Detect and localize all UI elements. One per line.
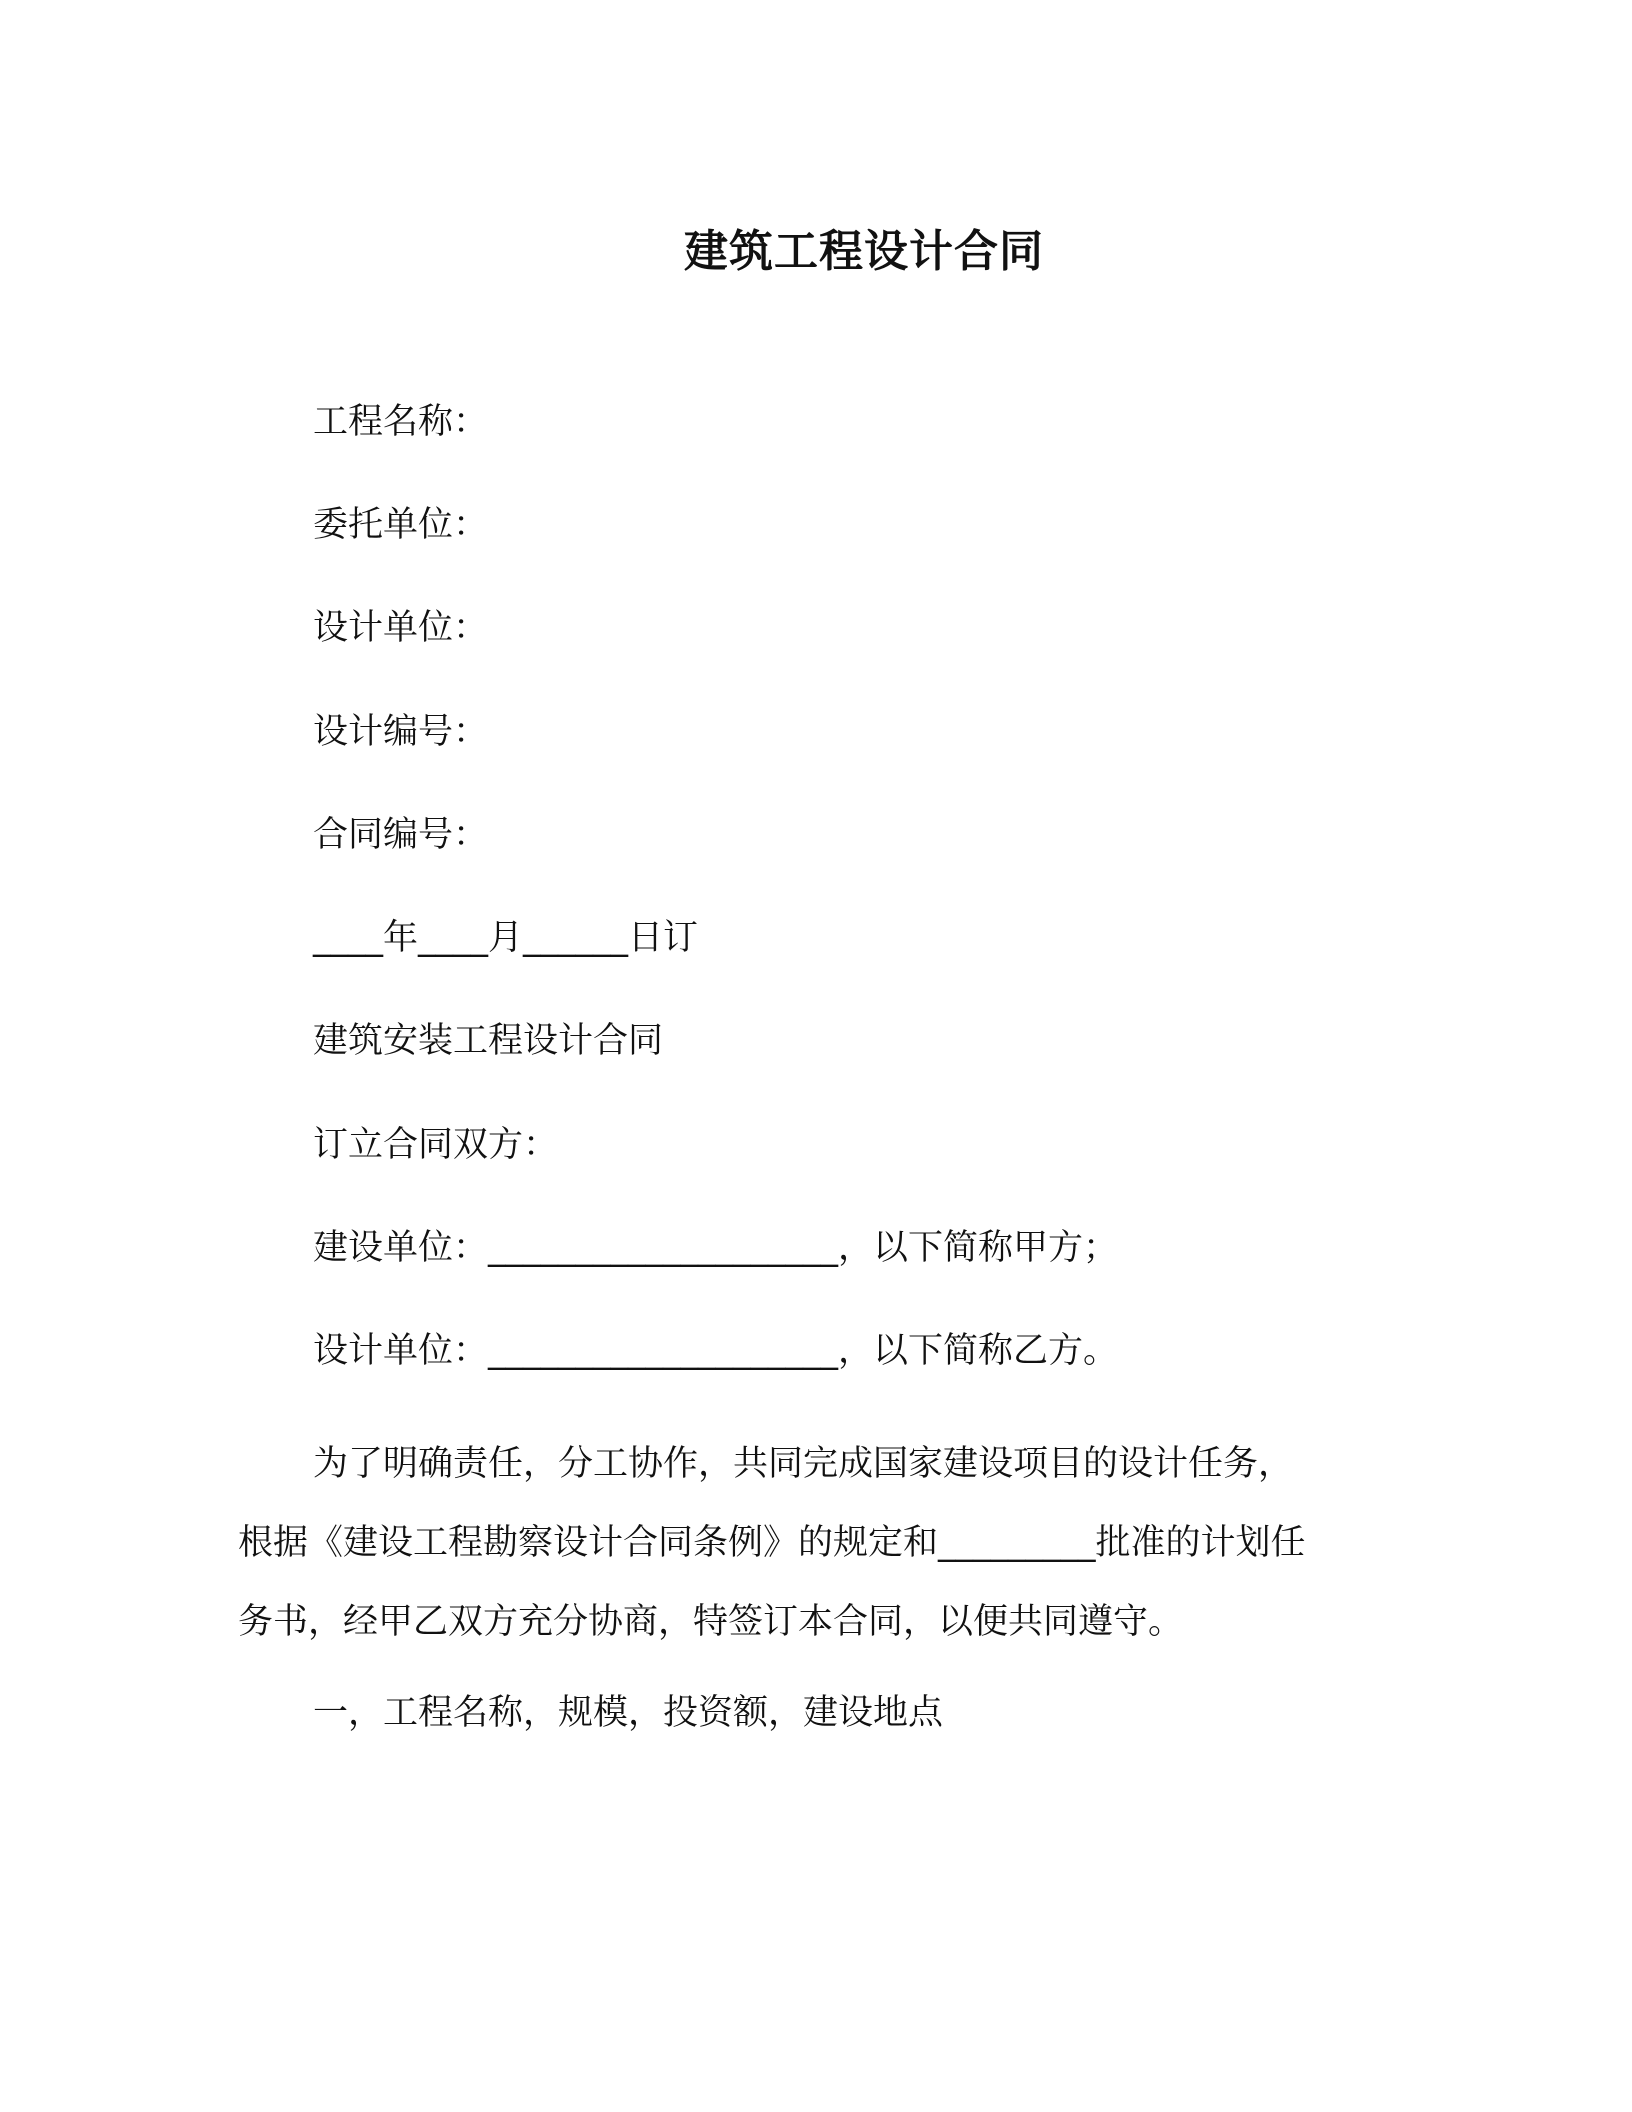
preamble-line: 务书，经甲乙双方充分协商，特签订本合同，以便共同遵守。 xyxy=(238,1602,1184,1642)
field-contract-number: 合同编号： xyxy=(313,815,489,855)
preamble-line: 根据《建设工程勘察设计合同条例》的规定和_________批准的计划任 xyxy=(238,1523,1306,1563)
preamble-line: 为了明确责任，分工协作，共同完成国家建设项目的设计任务， xyxy=(313,1444,1294,1484)
parties-label: 订立合同双方： xyxy=(313,1125,559,1165)
date-line: ____年____月______日订 xyxy=(313,918,699,958)
field-design-number: 设计编号： xyxy=(313,712,489,752)
document-subtitle: 建筑安装工程设计合同 xyxy=(313,1021,664,1061)
party-b-line: 设计单位：____________________，以下简称乙方。 xyxy=(313,1331,1119,1371)
field-project-name: 工程名称： xyxy=(313,402,489,442)
document-title: 建筑工程设计合同 xyxy=(684,226,1044,277)
section-heading: 一，工程名称，规模，投资额，建设地点 xyxy=(313,1693,944,1733)
field-client: 委托单位： xyxy=(313,505,489,545)
field-designer: 设计单位： xyxy=(313,608,489,648)
party-a-line: 建设单位：____________________，以下简称甲方； xyxy=(313,1228,1119,1268)
preamble-paragraph xyxy=(238,1425,1368,1662)
